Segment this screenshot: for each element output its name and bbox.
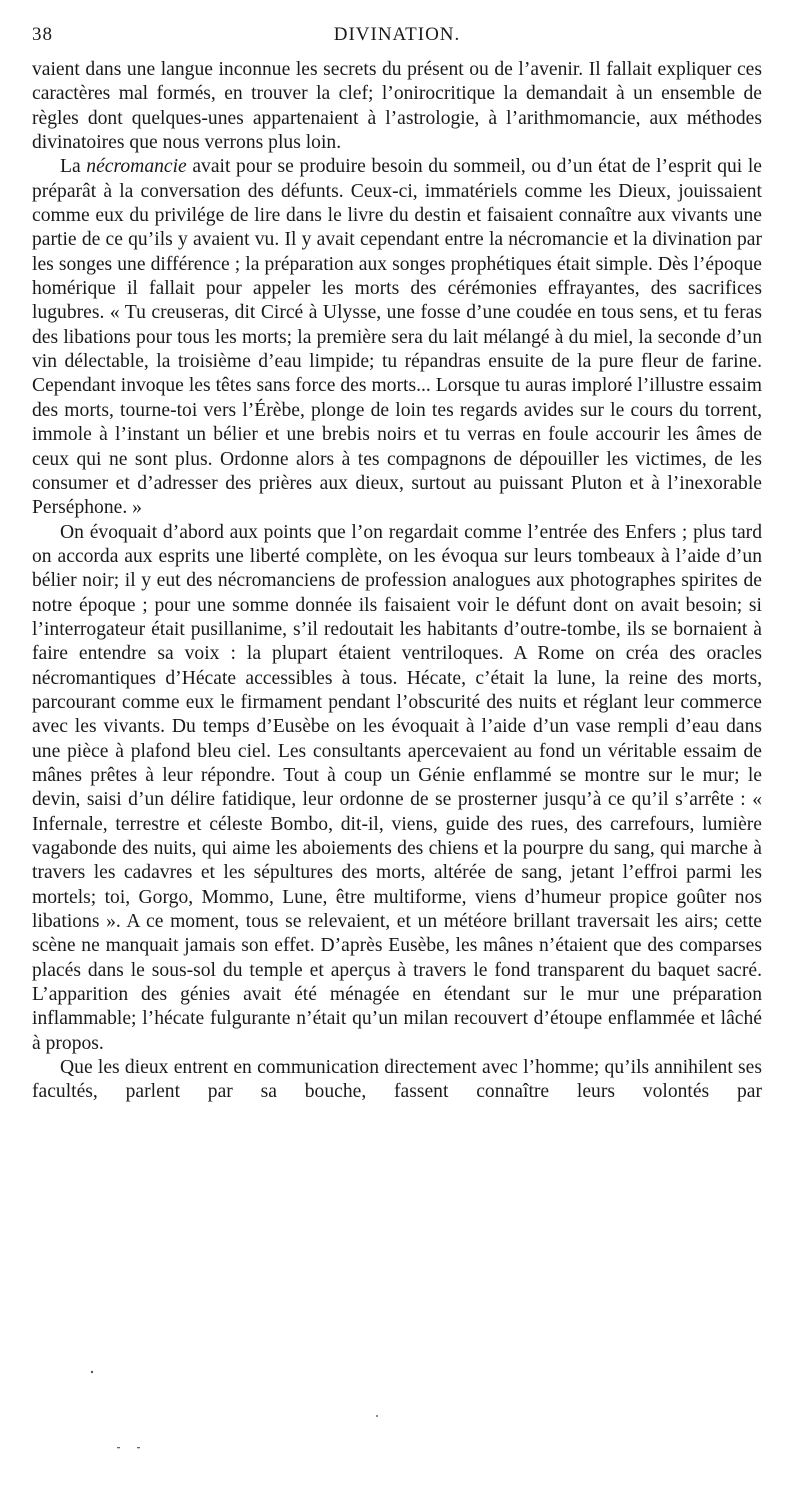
paragraph-necromancie [32, 155, 762, 520]
emphasized-term: nécromancie [86, 156, 187, 178]
scan-speck [376, 1415, 378, 1417]
running-title: DIVINATION. [333, 24, 461, 45]
paragraph-continuation: vaient dans une langue inconnue les secrets du présent ou de l’avenir. Il fallait expliquer ces caractères mal formés, en trouver la clef; l’onirocritique la demandait à un ensemble de règles dont quelques-unes appartenaient à l’astrologie, à l’arithmomancie, aux méthodes divinatoires que nous verrons plus loin. [32, 59, 762, 154]
running-head [32, 24, 762, 50]
page-number: 38 [32, 24, 53, 45]
scan-speck [137, 1447, 140, 1448]
scan-speck [117, 1447, 120, 1448]
paragraph-lead: La [60, 156, 87, 178]
paragraph-evocation: On évoquait d’abord aux points que l’on regardait comme l’entrée des Enfers ; plus tard on accorda aux esprits une liberté complète, on les évoqua sur leurs tombeaux à l’aide d’un bélier noir; il y eut des nécromanciens de profession analogues aux photographes spirites de notre époque ; pour une somme donnée ils faisaient voir le défunt dont on avait besoin; si l’interrogateur était pusillanime, s’il redoutait les habitants d’outre-tombe, ils se bornaient à faire entendre sa voix : la plupart étaient ventriloques. A Rome on créa des oracles nécromantiques d’Hécate accessibles à tous. Hécate, c’était la lune, la reine des morts, parcourant comme eux le firmament pendant l’obscurité des nuits et réglant leur commerce avec les vivants. Du temps d’Eusèbe on les évoquait à l’aide d’un vase rempli d’eau dans une pièce à plafond bleu ciel. Les consultants apercevaient au fond un véritable essaim de mânes prêtes à leur répondre. Tout à coup un Génie enflammé se montre sur le mur; le devin, saisi d’un délire fatidique, leur ordonne de se prosterner jusqu’à ce qu’il s’arrête : « Infernale, terrestre et céleste Bombo, dit-il, viens, guide des rues, des carrefours, lumière vagabonde des nuits, qui aime les aboiements des chiens et la pourpre du sang, qui marche à travers les cadavres et les sépultures des morts, altérée de sang, jetant l’effroi parmi les mortels; toi, Gorgo, Mommo, Lune, être multiforme, viens d’humeur propice goûter nos libations ». A ce moment, tous se relevaient, et un météore brillant traversait les airs; cette scène ne manquait jamais son effet. D’après Eusèbe, les mânes n’étaient que des comparses placés dans le sous-sol du temple et aperçus à travers le fond transparent du baquet sacré. L’apparition des génies avait été ménagée en étendant sur le mur une préparation inflammable; l’hécate fulgurante n’était qu’un milan recouvert d’étoupe enflammée et lâché à propos. [32, 521, 762, 1054]
body-text [32, 58, 762, 1105]
paragraph-communication: Que les dieux entrent en communication directement avec l’homme; qu’ils annihilent ses facultés, parlent par sa bouche, fassent connaître leurs volontés par [32, 1057, 762, 1103]
paragraph-body: avait pour se produire besoin du sommeil, ou d’un état de l’esprit qui le préparât à la conversation des défunts. Ceux-ci, immatériels comme les Dieux, jouissaient comme eux du privilége de lire dans le livre du destin et faisaient connaître aux vivants une partie de ce qu’ils y avaient vu. Il y avait cependant entre la nécromancie et la divination par les songes une différence ; la préparation aux songes prophétiques était simple. Dès l’époque homérique il fallait pour appeler les morts des cérémonies effrayantes, des sacrifices lugubres. « Tu creuseras, dit Circé à Ulysse, une fosse d’une coudée en tous sens, et tu feras des libations pour tous les morts; la première sera du lait mélangé à du miel, la seconde d’un vin délectable, la troisième d’eau limpide; tu répandras ensuite de la pure fleur de farine. Cependant invoque les têtes sans force des morts... Lorsque tu auras imploré l’illustre essaim des morts, tourne-toi vers l’Érèbe, plonge de loin tes regards avides sur le cours du torrent, immole à l’instant un bélier et une brebis noirs et tu verras en foule accourir les âmes de ceux qui ne sont plus. Ordonne alors à tes compagnons de dépouiller les victimes, de les consumer et d’adresser des prières aux dieux, surtout au puissant Pluton et à l’inexorable Perséphone. » [32, 156, 762, 519]
book-page [32, 24, 762, 1105]
scan-speck [91, 1371, 93, 1373]
